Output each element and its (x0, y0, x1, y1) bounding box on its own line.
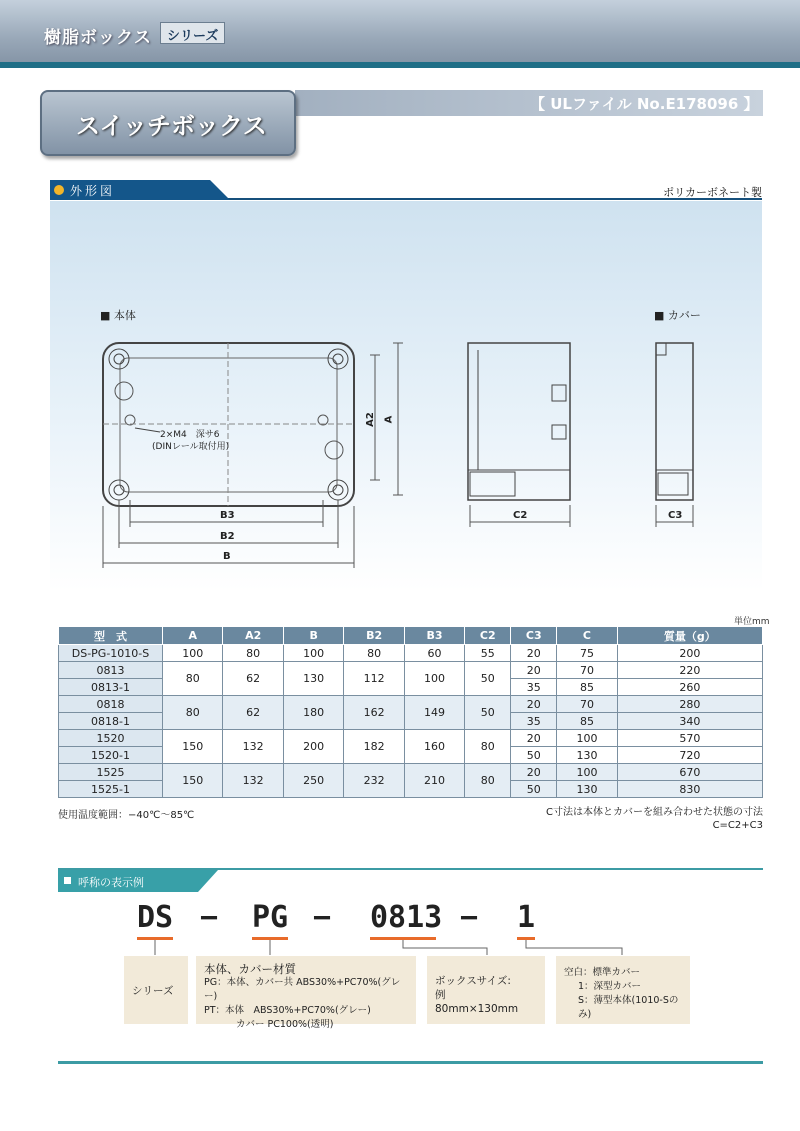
naming-section-header (58, 868, 763, 890)
material-title: 本体、カバー材質 (204, 962, 296, 976)
temperature-note: 使用温度範囲：−40℃〜85℃ (58, 810, 195, 821)
col-c2: C2 (465, 627, 511, 645)
spec-table (58, 626, 763, 798)
cell-mass: 220 (617, 662, 762, 679)
size-example: 例 80mm×130mm (435, 989, 519, 1015)
dim-c2: C2 (513, 510, 528, 521)
col-model: 型 式 (59, 627, 163, 645)
dim-b2: B2 (220, 531, 235, 542)
ul-file-number: 【 ULファイル No.E178096 】 (530, 95, 759, 113)
cell-b: 200 (283, 730, 343, 764)
cell-mass: 260 (617, 679, 762, 696)
knockout-icon (115, 382, 133, 400)
cell-c: 70 (557, 696, 617, 713)
table-header-row (59, 627, 763, 645)
code-series: DS (137, 900, 174, 935)
dim-b: B (223, 551, 231, 562)
table-row (59, 764, 763, 781)
col-a2: A2 (223, 627, 283, 645)
col-mass: 質量（g） (617, 627, 762, 645)
cell-a: 150 (163, 764, 223, 798)
variant-deep: 1：深型カバー (578, 981, 642, 992)
model-cell: 1525-1 (59, 781, 163, 798)
cell-b: 180 (283, 696, 343, 730)
cell-c: 70 (557, 662, 617, 679)
cell-mass: 280 (617, 696, 762, 713)
model-cell: 0813-1 (59, 679, 163, 696)
model-cell: 0818-1 (59, 713, 163, 730)
table-row (59, 696, 763, 713)
cell-a2: 62 (223, 662, 283, 696)
brand-title: 樹脂ボックス (44, 28, 152, 48)
material-pg: PG：本体、カバー共 ABS30%+PC70%(グレー) (204, 977, 401, 1002)
material-box (196, 956, 416, 1030)
square-bullet-icon (64, 877, 71, 884)
series-box-text: シリーズ (132, 985, 174, 997)
cell-a2: 132 (223, 730, 283, 764)
cell-c2: 55 (465, 645, 511, 662)
underline-material (252, 937, 288, 940)
cell-b2: 232 (344, 764, 404, 798)
cell-c2: 80 (465, 730, 511, 764)
unit-label: 単位mm (734, 617, 770, 627)
dim-c3: C3 (668, 510, 683, 521)
cell-c: 100 (557, 730, 617, 747)
dim-b3: B3 (220, 510, 235, 521)
cell-a2: 132 (223, 764, 283, 798)
model-cell: 0813 (59, 662, 163, 679)
naming-label: 呼称の表示例 (78, 876, 144, 889)
code-dash-2: − (313, 900, 332, 935)
cover-label: ■ カバー (654, 309, 701, 322)
code-dash-3: − (460, 900, 479, 935)
cell-b3: 100 (404, 662, 464, 696)
model-cell: DS-PG-1010-S (59, 645, 163, 662)
cover-side-view (656, 343, 693, 500)
series-box (124, 956, 188, 1024)
footer-line (58, 1061, 763, 1064)
dim-a2: A2 (364, 412, 376, 427)
cell-c: 130 (557, 747, 617, 764)
cell-mass: 570 (617, 730, 762, 747)
code-size: 0813 (370, 900, 443, 935)
hole-note-2: (DINレール取付用) (152, 442, 230, 452)
size-title: ボックスサイズ: (435, 975, 511, 987)
cell-mass: 200 (617, 645, 762, 662)
body-side-view (468, 343, 570, 500)
series-tag: シリーズ (160, 22, 225, 44)
cell-c: 130 (557, 781, 617, 798)
cell-c3: 20 (511, 645, 557, 662)
model-cell: 0818 (59, 696, 163, 713)
cell-c3: 35 (511, 679, 557, 696)
table-row (59, 662, 763, 679)
variant-standard: 空白：標準カバー (564, 967, 641, 978)
table-row (59, 730, 763, 747)
cell-c2: 80 (465, 764, 511, 798)
cell-b2: 112 (344, 662, 404, 696)
cell-b3: 210 (404, 764, 464, 798)
cell-b: 250 (283, 764, 343, 798)
model-cell: 1520-1 (59, 747, 163, 764)
code-variant: 1 (517, 900, 536, 935)
cell-mass: 670 (617, 764, 762, 781)
cell-mass: 720 (617, 747, 762, 764)
cell-a: 100 (163, 645, 223, 662)
table-row (59, 645, 763, 662)
cell-c3: 50 (511, 781, 557, 798)
cell-a2: 62 (223, 696, 283, 730)
cell-mass: 830 (617, 781, 762, 798)
material-pt2: カバー PC100%(透明) (236, 1019, 334, 1030)
model-cell: 1525 (59, 764, 163, 781)
cell-c: 100 (557, 764, 617, 781)
cell-b3: 149 (404, 696, 464, 730)
cell-c: 75 (557, 645, 617, 662)
material-note: ポリカーボネート製 (663, 186, 762, 199)
cell-b3: 160 (404, 730, 464, 764)
cell-c2: 50 (465, 696, 511, 730)
cell-b: 130 (283, 662, 343, 696)
size-box (427, 956, 545, 1024)
col-c3: C3 (511, 627, 557, 645)
model-cell: 1520 (59, 730, 163, 747)
cell-c3: 20 (511, 662, 557, 679)
dim-a: A (383, 415, 395, 424)
col-c: C (557, 627, 617, 645)
cell-b: 100 (283, 645, 343, 662)
material-pt1: PT：本体 ABS30%+PC70%(グレー) (204, 1005, 371, 1016)
col-b: B (283, 627, 343, 645)
cell-c: 85 (557, 679, 617, 696)
cell-a: 150 (163, 730, 223, 764)
col-b3: B3 (404, 627, 464, 645)
cell-mass: 340 (617, 713, 762, 730)
cell-c3: 20 (511, 730, 557, 747)
cell-a: 80 (163, 696, 223, 730)
code-dash-1: − (200, 900, 219, 935)
cell-b2: 80 (344, 645, 404, 662)
cell-a: 80 (163, 662, 223, 696)
c-note-line-2: C=C2+C3 (712, 820, 763, 831)
col-b2: B2 (344, 627, 404, 645)
variant-box (556, 956, 690, 1024)
body-label: ■ 本体 (100, 309, 136, 322)
cell-b2: 182 (344, 730, 404, 764)
cell-c3: 35 (511, 713, 557, 730)
c-note-line-1: C寸法は本体とカバーを組み合わせた状態の寸法 (546, 807, 763, 818)
c-dimension-note (546, 806, 763, 832)
underline-series (137, 937, 173, 940)
col-a: A (163, 627, 223, 645)
hole-note-1: 2×M4 深サ6 (160, 430, 220, 440)
underline-variant (517, 937, 535, 940)
cell-c: 85 (557, 713, 617, 730)
cell-b3: 60 (404, 645, 464, 662)
code-material: PG (252, 900, 289, 935)
variant-thin: S：薄型本体(1010-Sのみ) (578, 995, 679, 1020)
cell-c3: 20 (511, 696, 557, 713)
outline-label: 外形図 (70, 184, 116, 198)
cell-a2: 80 (223, 645, 283, 662)
cell-c3: 50 (511, 747, 557, 764)
cell-c3: 20 (511, 764, 557, 781)
knockout-icon (325, 441, 343, 459)
underline-size (370, 937, 436, 940)
page-title: スイッチボックス (76, 112, 267, 140)
cell-c2: 50 (465, 662, 511, 696)
cell-b2: 162 (344, 696, 404, 730)
